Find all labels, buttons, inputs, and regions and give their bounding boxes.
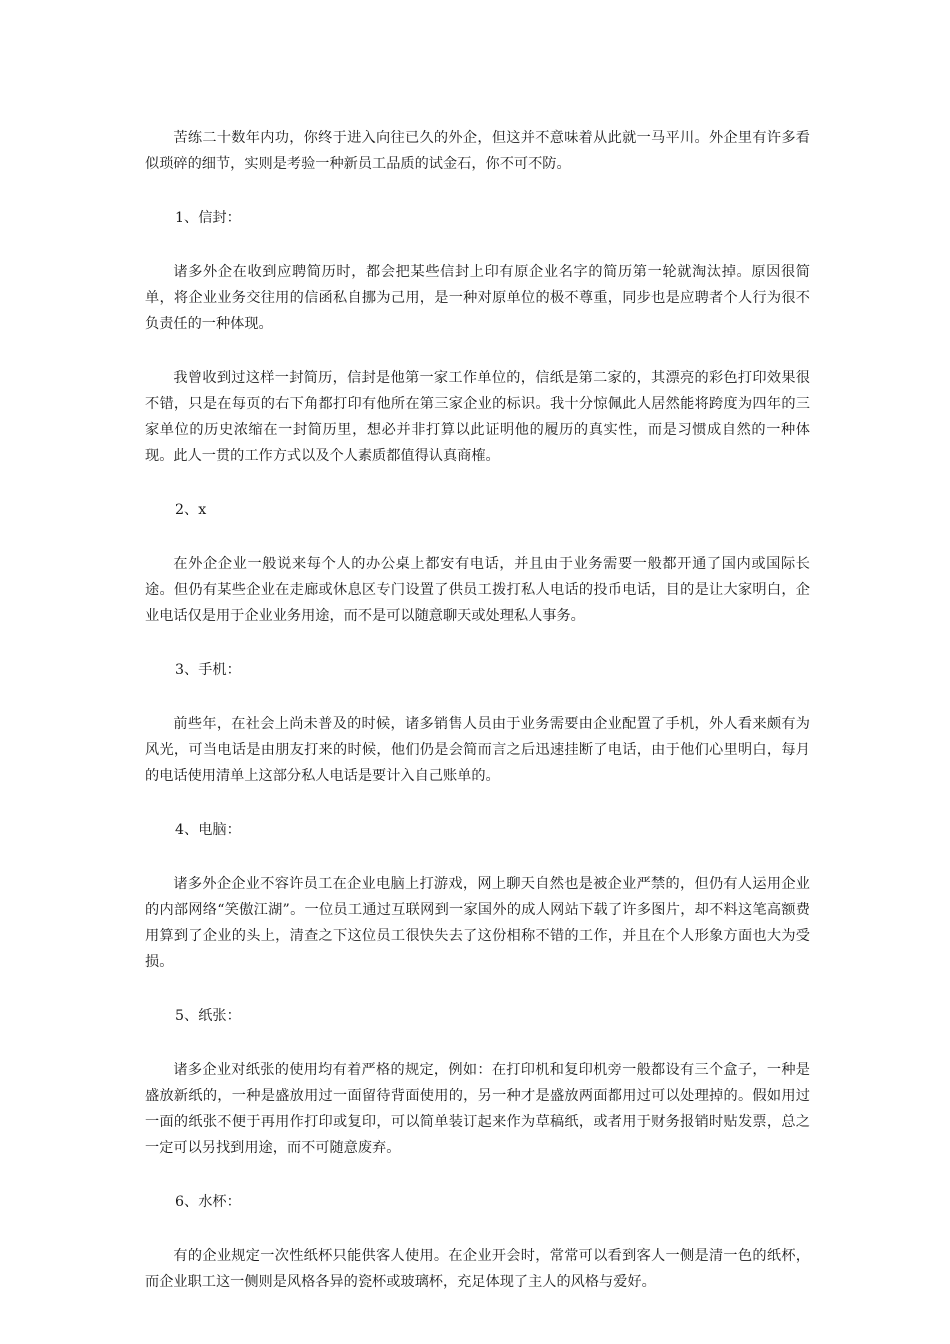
section-paragraph: 诸多外企企业不容许员工在企业电脑上打游戏，网上聊天自然也是被企业严禁的，但仍有人运用企业的内部网络“笑傲江湖”。一位员工通过互联网到一家国外的成人网站下载了许多图片，却不料这笔高额费用算到了企业的头上，清查之下这位员工很快失去了这份相称不错的工作，并且在个人形象方面也大为受损。	[145, 876, 810, 970]
intro-paragraph: 苦练二十数年内功，你终于进入向往已久的外企，但这并不意味着从此就一马平川。外企里有许多看似琐碎的细节，实则是考验一种新员工品质的试金石，你不可不防。	[145, 130, 810, 172]
section-paragraph: 前些年，在社会上尚未普及的时候，诸多销售人员由于业务需要由企业配置了手机，外人看来颇有为风光，可当电话是由朋友打来的时候，他们仍是会简而言之后迅速挂断了电话，由于他们心里明白，每月的电话使用清单上这部分私人电话是要计入自己账单的。	[145, 716, 810, 784]
section-heading: 5、纸张：	[175, 1008, 241, 1024]
section-paragraph: 我曾收到过这样一封简历，信封是他第一家工作单位的，信纸是第二家的，其漂亮的彩色打印效果很不错，只是在每页的右下角都打印有他所在第三家企业的标识。我十分惊佩此人居然能将跨度为四年的三家单位的历史浓缩在一封简历里，想必并非打算以此证明他的履历的真实性，而是习惯成自然的一种体现。此人一贯的工作方式以及个人素质都值得认真商榷。	[145, 370, 810, 464]
document-page	[145, 125, 810, 1323]
section-heading: 1、信封：	[175, 210, 241, 226]
section-mobile	[145, 657, 810, 789]
section-envelope	[145, 205, 810, 469]
section-paragraph: 诸多外企在收到应聘简历时，都会把某些信封上印有原企业名字的简历第一轮就淘汰掉。原因很简单，将企业业务交往用的信函私自挪为己用，是一种对原单位的极不尊重，同步也是应聘者个人行为很不负责任的一种体现。	[145, 264, 810, 332]
section-paragraph: 有的企业规定一次性纸杯只能供客人使用。在企业开会时，常常可以看到客人一侧是清一色的纸杯，而企业职工这一侧则是风格各异的瓷杯或玻璃杯，充足体现了主人的风格与爱好。	[145, 1248, 810, 1290]
section-heading: 2、x	[175, 502, 207, 518]
section-phone	[145, 497, 810, 629]
section-heading: 3、手机：	[175, 662, 241, 678]
section-paper	[145, 1003, 810, 1161]
section-paragraph: 诸多企业对纸张的使用均有着严格的规定，例如：在打印机和复印机旁一般都设有三个盒子，一种是盛放新纸的，一种是盛放用过一面留待背面使用的，另一种才是盛放两面都用过可以处理掉的。假如用过一面的纸张不便于再用作打印或复印，可以简单装订起来作为草稿纸，或者用于财务报销时贴发票，总之一定可以另找到用途，而不可随意废弃。	[145, 1062, 810, 1156]
section-heading: 6、水杯：	[175, 1194, 241, 1210]
section-cup	[145, 1189, 810, 1295]
section-heading: 4、电脑：	[175, 822, 241, 838]
section-computer	[145, 817, 810, 975]
section-paragraph: 在外企企业一般说来每个人的办公桌上都安有电话，并且由于业务需要一般都开通了国内或国际长途。但仍有某些企业在走廊或休息区专门设置了供员工拨打私人电话的投币电话，目的是让大家明白，企业电话仅是用于企业业务用途，而不是可以随意聊天或处理私人事务。	[145, 556, 810, 624]
